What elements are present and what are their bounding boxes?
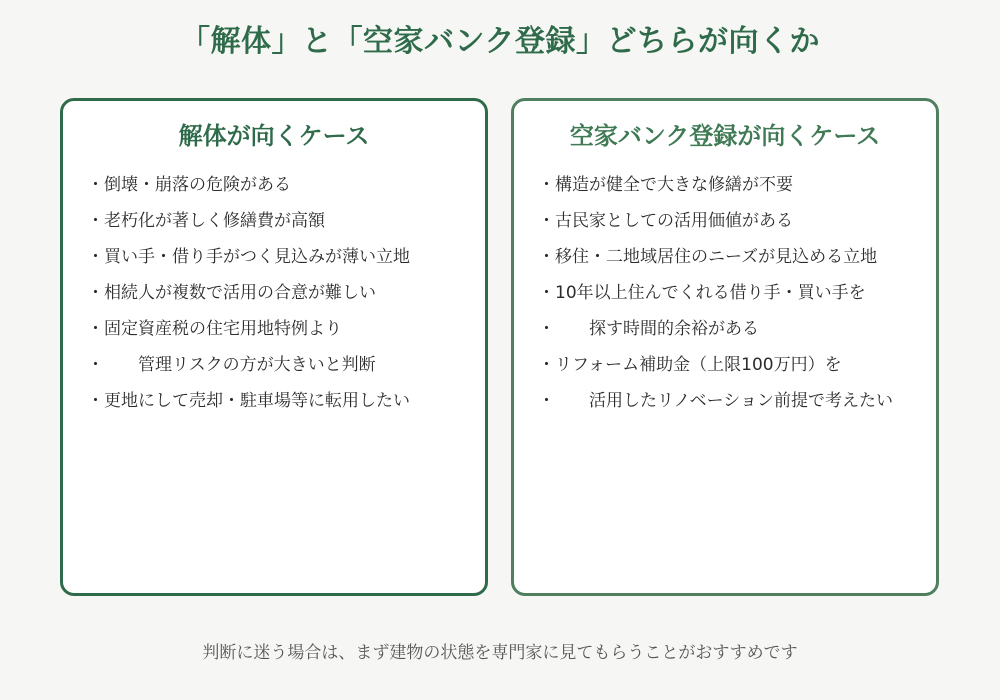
footer-note: 判断に迷う場合は、まず建物の状態を専門家に見てもらうことがおすすめです <box>202 643 798 663</box>
list-item: ・老朽化が著しく修繕費が高額 <box>87 211 325 231</box>
list-item: ・古民家としての活用価値がある <box>538 211 793 231</box>
list-item: ・固定資産税の住宅用地特例より <box>87 319 342 339</box>
list-item: ・更地にして売却・駐車場等に転用したい <box>87 391 410 411</box>
list-item: ・ 活用したリノベーション前提で考えたい <box>538 391 893 411</box>
list-item: ・構造が健全で大きな修繕が不要 <box>538 175 793 195</box>
demolition-card-heading: 解体が向くケース <box>178 122 370 150</box>
demolition-list <box>63 167 485 419</box>
list-item: ・リフォーム補助金（上限100万円）を <box>538 355 842 375</box>
list-item: ・10年以上住んでくれる借り手・買い手を <box>538 283 866 303</box>
vacant-house-bank-list <box>514 167 936 419</box>
demolition-card <box>60 98 488 596</box>
list-item: ・ 管理リスクの方が大きいと判断 <box>87 355 376 375</box>
list-item: ・倒壊・崩落の危険がある <box>87 175 291 195</box>
list-item: ・買い手・借り手がつく見込みが薄い立地 <box>87 247 410 267</box>
list-item: ・移住・二地域居住のニーズが見込める立地 <box>538 247 878 267</box>
page-title: 「解体」と「空家バンク登録」どちらが向くか <box>180 24 820 59</box>
list-item: ・ 探す時間的余裕がある <box>538 319 759 339</box>
vacant-house-bank-card-heading: 空家バンク登録が向くケース <box>569 122 881 150</box>
list-item: ・相続人が複数で活用の合意が難しい <box>87 283 376 303</box>
vacant-house-bank-card <box>511 98 939 596</box>
